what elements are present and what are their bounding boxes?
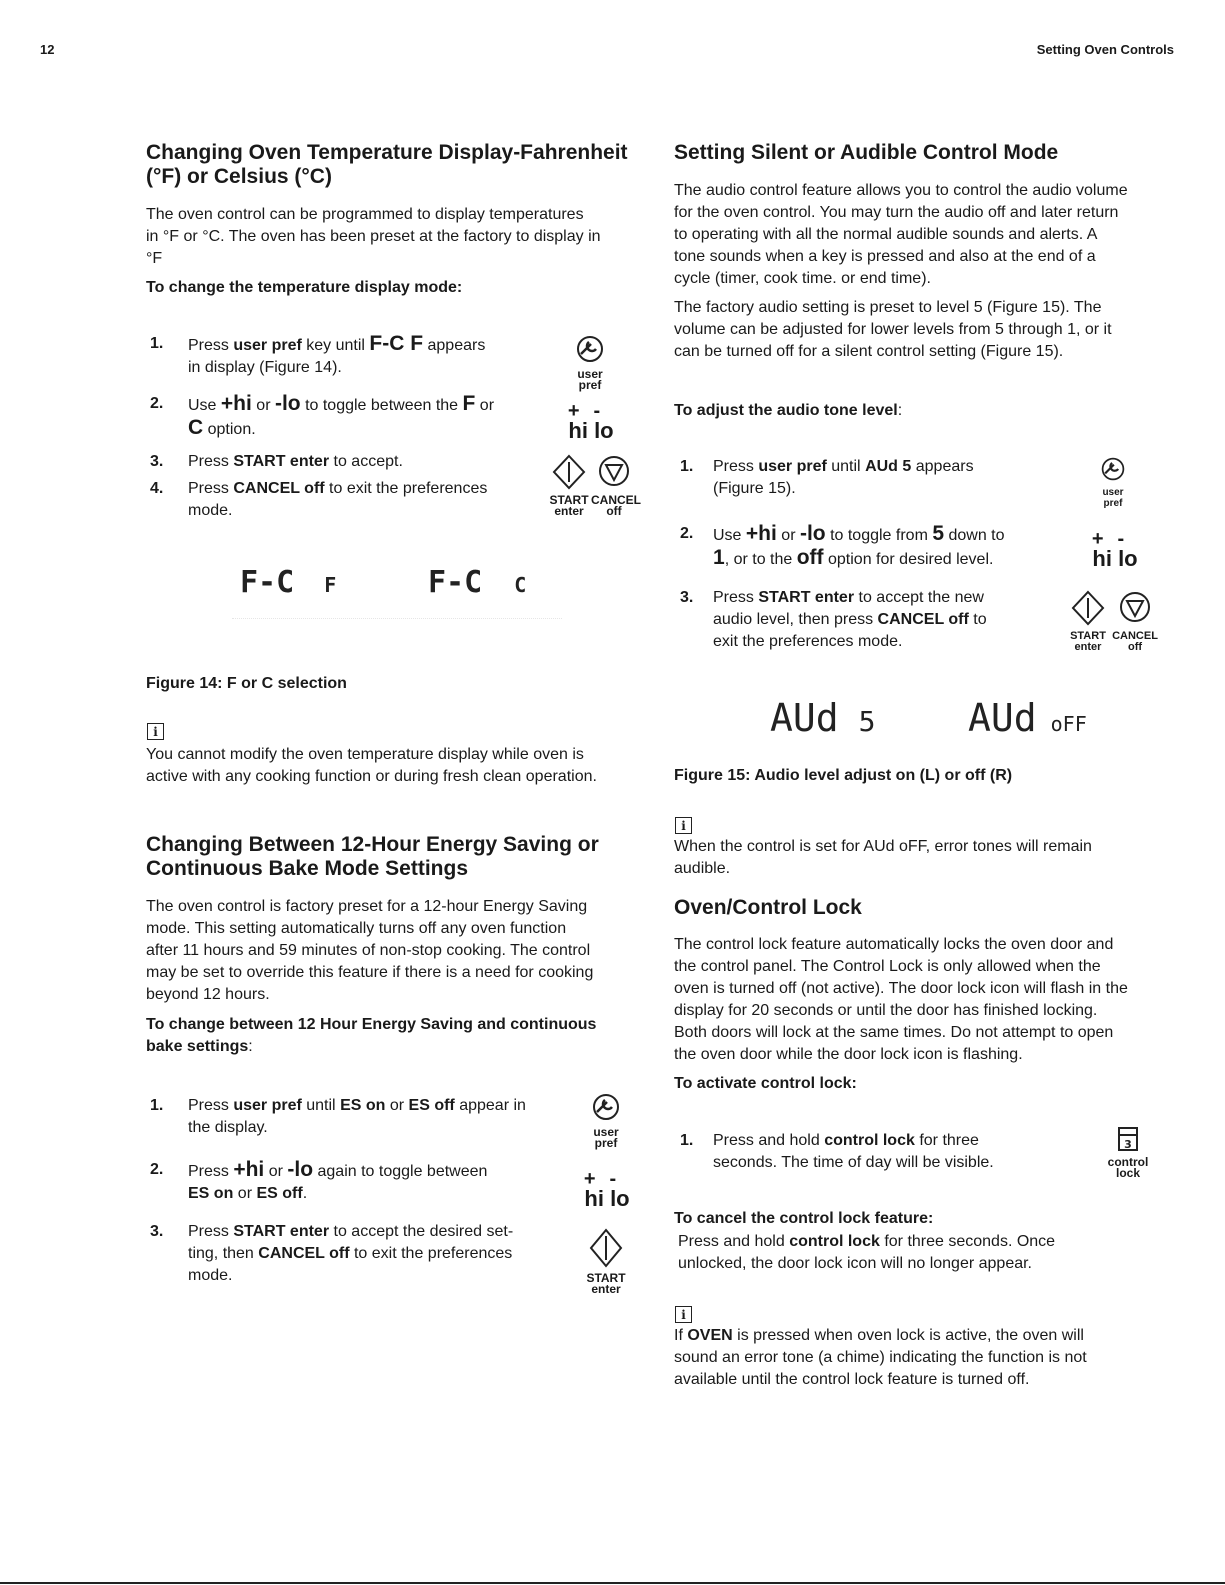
lcd-f-c-c: F-C C	[428, 565, 527, 600]
cancel-circle-icon	[1118, 590, 1152, 626]
control-lock-key: 3 control lock	[1100, 1126, 1156, 1179]
section-title: Changing Between 12-Hour Energy Saving or Continuous Bake Mode Settings	[146, 833, 599, 880]
subheading: To cancel the control lock feature:	[674, 1210, 934, 1227]
start-enter-key: START enter	[1066, 590, 1110, 653]
subheading: To activate control lock:	[674, 1075, 857, 1092]
wrench-icon	[1096, 456, 1130, 482]
page-number: 12	[40, 42, 55, 57]
info-icon: i	[147, 723, 164, 740]
hi-lo-keys: +- hi lo	[567, 400, 615, 443]
note-temp: You cannot modify the oven temperature display while oven is active with any cooking function or during fresh clean operation.	[146, 746, 597, 785]
bottom-rule	[0, 1582, 1225, 1584]
subheading: To adjust the audio tone level:	[674, 402, 903, 419]
wrench-icon	[587, 1092, 625, 1122]
note-audio: When the control is set for AUd oFF, error tones will remain audible.	[674, 838, 1092, 877]
subheading: To change the temperature display mode:	[146, 279, 463, 296]
section-title: Oven/Control Lock	[674, 896, 862, 919]
info-icon: i	[675, 1306, 692, 1323]
wrench-icon	[571, 334, 609, 364]
control-lock-body: The control lock feature automatically locks the oven door and the control panel. The Control Lock is only allowed when the oven is turned off (not active). The door lock icon will flash in the display for 20 seconds or until the door has finished locking. Both doors will lock at the same times. Do not attempt to open the oven door while the door lock icon is flashing.	[674, 936, 1128, 1063]
lcd-aud-off: AUd oFF	[968, 696, 1087, 740]
diamond-start-icon	[589, 1228, 623, 1268]
figure-14-caption: Figure 14: F or C selection	[146, 675, 347, 692]
audio-body-2: The factory audio setting is preset to level 5 (Figure 15). The volume can be adjusted for lower levels from 5 through 1, or it can be turned off for a silent control setting (Figure 15).	[674, 299, 1112, 360]
diamond-start-icon	[552, 454, 586, 490]
cancel-circle-icon	[597, 454, 631, 490]
diamond-start-icon	[1071, 590, 1105, 626]
audio-body-1: The audio control feature allows you to control the audio volume for the oven control. You may turn the audio off and later return to operating with all the normal audible sounds and alerts. A tone sounds when a key is pressed and also at the end of a cycle (timer, cook time. or end time).	[674, 182, 1128, 287]
start-enter-key: START enter	[548, 454, 590, 517]
svg-text:3: 3	[1124, 1138, 1132, 1151]
lcd-aud-5: AUd 5	[770, 696, 876, 740]
temp-display-body: The oven control can be programmed to display temperatures in °F or °C. The oven has been preset at the factory to display in °F	[146, 206, 601, 267]
cancel-lock-text: Press and hold control lock for three seconds. Once unlocked, the door lock icon will no longer appear.	[678, 1233, 1056, 1272]
hi-lo-keys: +- hi lo	[1091, 528, 1139, 571]
running-head: Setting Oven Controls	[1036, 42, 1174, 57]
user-pref-key: user pref	[1086, 456, 1140, 509]
start-enter-key: START enter	[582, 1228, 630, 1295]
section-title: Setting Silent or Audible Control Mode	[674, 141, 1059, 164]
section-audio	[674, 141, 1174, 165]
section-title: Changing Oven Temperature Display-Fahrenheit (°F) or Celsius (°C)	[146, 141, 628, 188]
hi-lo-keys: +- hi lo	[583, 1168, 631, 1211]
lcd-f-c-f: F-C F	[240, 565, 337, 600]
cancel-off-key: CANCEL off	[1112, 590, 1158, 653]
lock-icon	[1117, 1126, 1139, 1152]
section-temp-display	[146, 141, 646, 189]
section-energy-saving	[146, 833, 646, 881]
user-pref-key: user pref	[560, 334, 620, 391]
note-lock: If OVEN is pressed when oven lock is active, the oven will sound an error tone (a chime) indicating the function is not available until the control lock feature is turned off.	[674, 1327, 1087, 1388]
energy-saving-body: The oven control is factory preset for a 12-hour Energy Saving mode. This setting automatically turns off any oven function after 11 hours and 59 minutes of non-stop cooking. The control may be set to override this feature if there is a need for cooking beyond 12 hours.	[146, 898, 594, 1003]
subheading: To change between 12 Hour Energy Saving and continuous bake settings:	[146, 1016, 597, 1055]
lcd-ghost-segments	[232, 618, 562, 633]
cancel-off-key: CANCEL off	[591, 454, 637, 517]
info-icon: i	[675, 817, 692, 834]
section-control-lock	[674, 896, 1174, 920]
figure-15-caption: Figure 15: Audio level adjust on (L) or off (R)	[674, 767, 1013, 784]
user-pref-key: user pref	[576, 1092, 636, 1149]
